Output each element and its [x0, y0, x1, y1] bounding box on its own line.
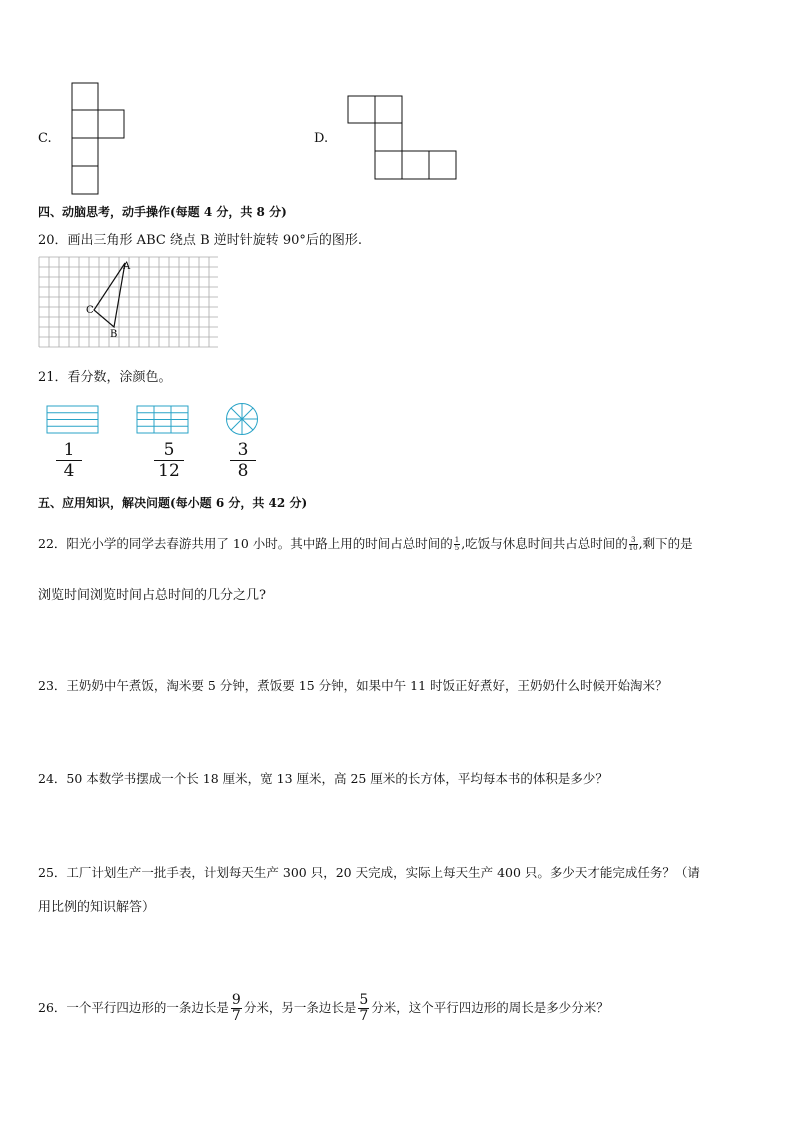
circle-eighths	[225, 402, 259, 436]
point-b-label: B	[110, 329, 118, 340]
q20-text: 20．画出三角形 ABC 绕点 B 逆时针旋转 90°后的图形.	[38, 233, 363, 248]
option-c-label: C.	[38, 131, 52, 146]
point-a-label: A	[123, 261, 131, 272]
q22-fraction-1: $\frac{1}{5}$	[454, 536, 460, 552]
fraction-label-1: $\frac{1}{4}$	[56, 440, 82, 481]
q26-fraction-1: $\frac{9}{7}$	[231, 992, 241, 1024]
fraction-label-2: $\frac{5}{12}$	[154, 440, 184, 481]
option-d-label: D.	[314, 131, 329, 146]
q26-text: 26．一个平行四边形的一条边长是 $\frac{9}{7}$ 分米，另一条边长是 $\frac{5}{7}$ 分米，这个平行四边形的周长是多少分米？	[38, 992, 609, 1024]
q25-line2: 用比例的知识解答）	[38, 900, 156, 915]
section5-title: 五、应用知识，解决问题(每小题 6 分，共 42 分)	[38, 496, 308, 510]
q23-text: 23．王奶奶中午煮饭，淘米要 5 分钟，煮饭要 15 分钟，如果中午 11 时饭正好煮好，王奶奶什么时候开始淘米？	[38, 678, 668, 693]
q22-line2: 浏览时间浏览时间占总时间的几分之几?	[38, 588, 266, 603]
q21-text: 21．看分数，涂颜色。	[38, 370, 172, 385]
section4-title: 四、动脑思考，动手操作(每题 4 分，共 8 分)	[38, 205, 287, 219]
point-c-label: C	[86, 305, 94, 316]
q22-line1: 22．阳光小学的同学去春游共用了 10 小时。其中路上用的时间占总时间的 $\frac{1}{5}$ ,吃饭与休息时间共占总时间的 $\frac{3}{10}$ ,剩下的是	[38, 536, 693, 552]
q20-grid	[38, 255, 218, 353]
q24-text: 24．50 本数学书摆成一个长 18 厘米，宽 13 厘米，高 25 厘米的长方体，平均每本书的体积是多少？	[38, 771, 608, 786]
option-c-net	[70, 82, 128, 196]
fraction-label-3: $\frac{3}{8}$	[230, 440, 256, 481]
q26-fraction-2: $\frac{5}{7}$	[359, 992, 369, 1024]
q22-fraction-2: $\frac{3}{10}$	[628, 536, 638, 552]
option-d-net	[347, 95, 457, 181]
rect-twelfths	[136, 405, 190, 435]
q25-line1: 25．工厂计划生产一批手表，计划每天生产 300 只，20 天完成，实际上每天生产 400 只。多少天才能完成任务？（请	[38, 865, 700, 880]
rect-quarters	[46, 405, 100, 435]
